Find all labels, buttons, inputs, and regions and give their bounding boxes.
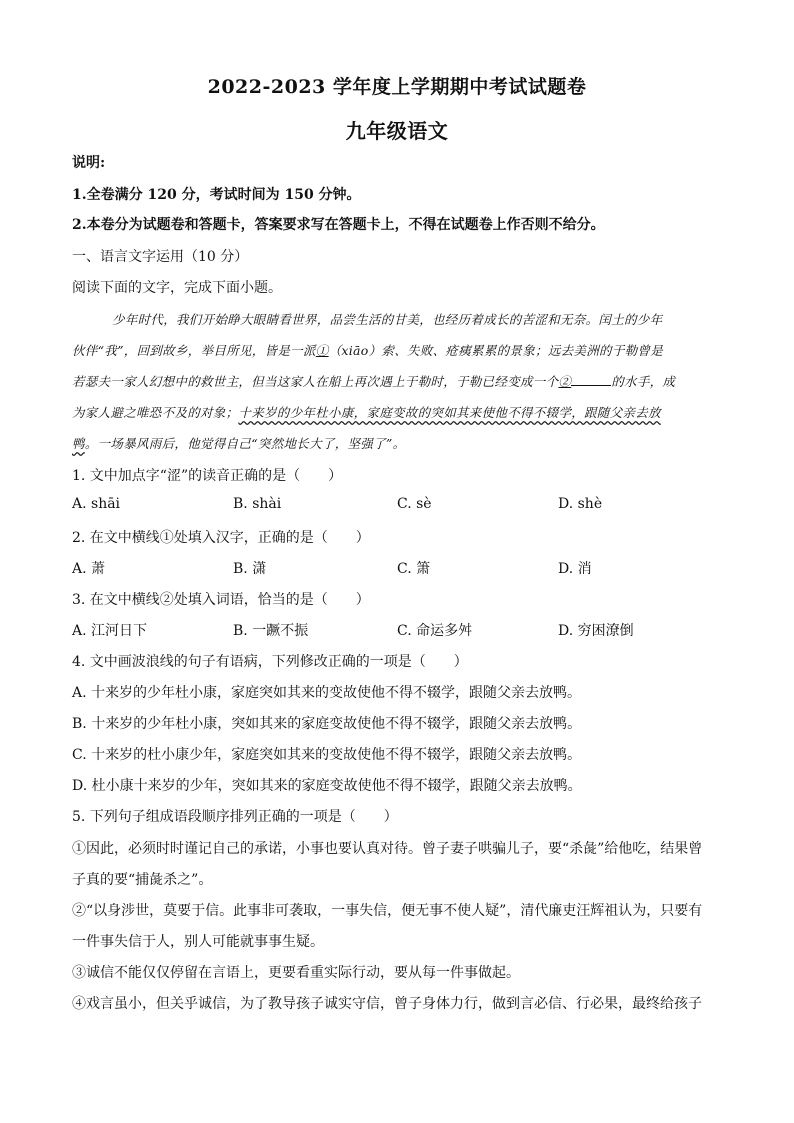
q1-option-b: B. shài — [233, 496, 282, 512]
q5-sentence-2-line-1: ②“以身涉世，莫要于信。此事非可袭取，一事失信，便无事不使人疑”，清代廉吏汪辉祖认为，只要有 — [72, 903, 703, 919]
question-2-stem: 2. 在文中横线①处填入汉字，正确的是（ ） — [72, 530, 370, 546]
question-1-stem: 1. 文中加点字“涩”的读音正确的是（ ） — [72, 468, 343, 484]
q1-option-d: D. shè — [558, 496, 603, 512]
instructions-label: 说明: — [72, 155, 106, 171]
reading-passage — [72, 310, 722, 450]
wavy-sentence-part-1: 十来岁的少年杜小康，家庭变故的突如其来使他不得不辍学，跟随父亲去放 — [238, 405, 661, 420]
exam-subtitle: 九年级语文 — [345, 119, 449, 143]
question-5-stem: 5. 下列句子组成语段顺序排列正确的一项是（ ） — [72, 809, 398, 825]
instruction-item-2: 2.本卷分为试题卷和答题卡，答案要求写在答题卡上，不得在试题卷上作否则不给分。 — [72, 217, 605, 233]
question-3-stem: 3. 在文中横线②处填入词语，恰当的是（ ） — [72, 592, 370, 608]
passage-line-2: 伙伴“我”，回到故乡，举目所见，皆是一派①（xiāo）索、失败、疮痍累累的景象；远去美洲的于勒曾是 — [72, 343, 664, 358]
section-heading: 一、语言文字运用（10 分） — [72, 249, 249, 265]
passage-line-5: 鸭。一场暴风雨后，他觉得自己“突然地长大了，坚强了”。 — [72, 436, 406, 451]
q1-option-c: C. sè — [397, 496, 432, 512]
exam-title: 2022-2023 学年度上学期期中考试试题卷 — [207, 76, 587, 98]
blank-2-line — [571, 384, 611, 386]
q2-option-a: A. 萧 — [72, 561, 106, 577]
wavy-sentence-part-2: 鸭 — [72, 436, 85, 451]
q5-sentence-1-line-2: 子真的要“捕彘杀之”。 — [72, 872, 213, 888]
q3-option-a: A. 江河日下 — [72, 623, 148, 639]
q2-option-c: C. 箫 — [397, 561, 431, 577]
section-intro: 阅读下面的文字，完成下面小题。 — [72, 280, 282, 296]
q2-option-d: D. 消 — [558, 561, 592, 577]
q3-option-c: C. 命运多舛 — [397, 623, 473, 639]
q4-option-b: B. 十来岁的少年杜小康，突如其来的家庭变故使他不得不辍学，跟随父亲去放鸭。 — [72, 716, 582, 732]
blank-1: ① — [315, 343, 329, 358]
q5-sentence-1-line-1: ①因此，必须时时谨记自己的承诺，小事也要认真对待。曾子妻子哄骗儿子，要“杀彘”给他吃，结果曾 — [72, 841, 703, 857]
q5-sentence-3: ③诚信不能仅仅停留在言语上，更要看重实际行动，要从每一件事做起。 — [72, 965, 520, 981]
q5-sentence-4: ④戏言虽小，但关乎诚信，为了教导孩子诚实守信，曾子身体力行，做到言必信、行必果，最终给孩子 — [72, 996, 702, 1012]
q4-option-c: C. 十来岁的杜小康少年，家庭突如其来的变故使他不得不辍学，跟随父亲去放鸭。 — [72, 747, 582, 763]
q3-option-d: D. 穷困潦倒 — [558, 623, 634, 639]
blank-2: ② — [558, 374, 572, 389]
passage-line-3: 若瑟夫一家人幻想中的救世主，但当这家人在船上再次遇上于勒时，于勒已经变成一个② 的水手，成 — [72, 374, 676, 389]
q1-option-a: A. shāi — [72, 496, 121, 512]
instruction-item-1: 1.全卷满分 120 分，考试时间为 150 分钟。 — [72, 187, 361, 203]
q2-option-b: B. 潇 — [233, 561, 267, 577]
q4-option-d: D. 杜小康十来岁的少年，突如其来的家庭变故使他不得不辍学，跟随父亲去放鸭。 — [72, 778, 582, 794]
passage-line-4: 为家人避之唯恐不及的对象；十来岁的少年杜小康，家庭变故的突如其来使他不得不辍学，跟随父亲去放 — [72, 405, 661, 420]
passage-line-1: 少年时代，我们开始睁大眼睛看世界，品尝生活的甘美，也经历着成长的苦涩和无奈。闰土的少年 — [112, 312, 663, 327]
q5-sentence-2-line-2: 一件事失信于人，别人可能就事事生疑。 — [72, 934, 324, 950]
q4-option-a: A. 十来岁的少年杜小康，家庭突如其来的变故使他不得不辍学，跟随父亲去放鸭。 — [72, 685, 582, 701]
q3-option-b: B. 一蹶不振 — [233, 623, 309, 639]
question-4-stem: 4. 文中画波浪线的句子有语病，下列修改正确的一项是（ ） — [72, 654, 468, 670]
